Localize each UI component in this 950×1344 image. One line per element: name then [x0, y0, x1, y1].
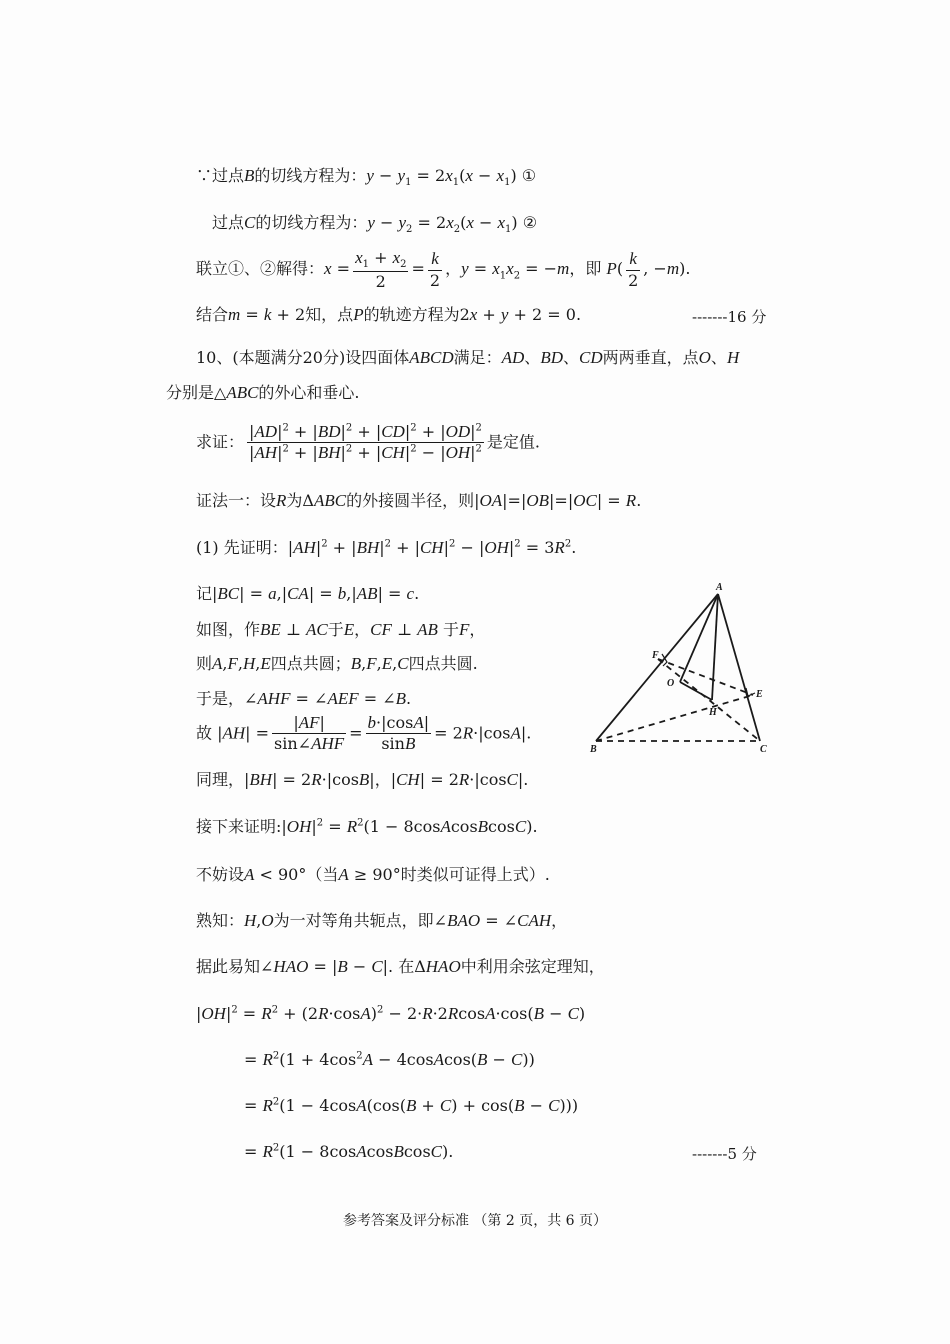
concyclic: 则A,F,H,E四点共圆；B,F,E,C四点共圆. [196, 654, 478, 673]
solve-system: 联立①、②解得：x = $\frac{x_1 + x_2}{2}$ = $\frac{k}{2}$ ，$y = x_1x_2 = -m$，即 P( $\frac{k}{2}$ , −m). [196, 248, 691, 292]
line-AO [680, 594, 718, 682]
BH-CH-length: 同理，|BH| = 2R·|cosB|，|CH| = 2R·|cosC|. [196, 770, 529, 789]
label-B: B [590, 744, 597, 755]
problem-10-statement: 10、(本题满分20分)设四面体ABCD满足：AD、BD、CD两两垂直，点O、H [196, 348, 740, 367]
line-CF [658, 659, 760, 741]
locus-equation: 结合m = k + 2知，点P的轨迹方程为2x + y + 2 = 0. [196, 305, 582, 324]
page-footer: 参考答案及评分标准 （第 2 页，共 6 页） [342, 1213, 608, 1229]
side-notation: 记|BC| = a,|CA| = b,|AB| = c. [196, 584, 420, 603]
label-O: O [667, 678, 675, 689]
altitudes: 如图，作BE ⊥ AC于E，CF ⊥ AB 于F， [196, 620, 486, 639]
label-E: E [756, 689, 763, 700]
tetrahedron-figure [588, 580, 778, 755]
OH-step-3: = $R^2(1 - 4\cos A(\cos(B + C) + \cos(B - C)))$ [244, 1096, 579, 1115]
edge-AD [712, 594, 718, 700]
edge-AC [718, 594, 760, 741]
label-A: A [716, 582, 723, 593]
line-OH [680, 682, 712, 700]
AH-length: 故 |AH| = $\frac{|AF|}{\text{sin∠AHF}}$ = $\frac{b\cdot|\cos A|}{\sin B}$ = 2R·|cosA|. [196, 713, 532, 754]
OH-step-4: = $R^2(1$ − 8cosAcosBcosC). [244, 1142, 454, 1161]
score-16: -------16 分 [692, 308, 767, 326]
angle-relation: 于是，∠AHF = ∠AEF = ∠B. [196, 689, 412, 708]
label-H: H [709, 707, 717, 718]
tangent-line-C: 过点C的切线方程为：$y - y_2 = 2x_2(x - x_1)$ ② [212, 213, 538, 236]
prove-ratio: 求证： $\frac{|AD|^2 + |BD|^2 + |CD|^2 + |OD|^2}{|AH|^2 + |BH|^2 + |CH|^2 - |OH|^2}$ 是定值. [196, 422, 540, 463]
OH-cosine-law: $|OH|^2 = R^2 + (2R\cdot\cos A)^2 - 2\cdot R\cdot 2RcosA\cdot\cos(B - C)$ [196, 1004, 586, 1023]
OH-claim: 接下来证明$:|OH|^2 = R^2(1$ − 8cosAcosBcosC). [196, 817, 538, 836]
edge-AB [596, 594, 718, 741]
problem-10-statement-cont: 分别是△ABC的外心和垂心. [166, 383, 360, 402]
isogonal-conjugate: 熟知：H,O为一对等角共轭点，即∠BAO = ∠CAH， [196, 911, 568, 930]
OH-step-2: = $R^2(1 + 4\cos^2A$ − 4cosAcos(B − C)) [244, 1050, 535, 1069]
label-C: C [760, 744, 767, 755]
angle-HAO: 据此易知∠HAO = |B − C|. 在ΔHAO中利用余弦定理知， [196, 957, 605, 976]
right-angle-E [746, 688, 755, 696]
tangent-line-B: ∵过点B的切线方程为：$y - y_1 = 2x_1(x - x_1)$ ① [196, 166, 537, 189]
step-1: (1) 先证明：$|AH|^2 + |BH|^2 + |CH|^2 - |OH|^2 = 3R^2$. [196, 538, 577, 557]
score-5: -------5 分 [692, 1145, 757, 1163]
wlog-assumption: 不妨设A < 90°（当A ≥ 90°时类似可证得上式）. [196, 865, 550, 884]
line-BE [596, 695, 753, 741]
label-F: F [652, 650, 659, 661]
proof-method-1: 证法一：设R为ΔABC的外接圆半径，则|OA|=|OB|=|OC| = R. [196, 491, 642, 510]
